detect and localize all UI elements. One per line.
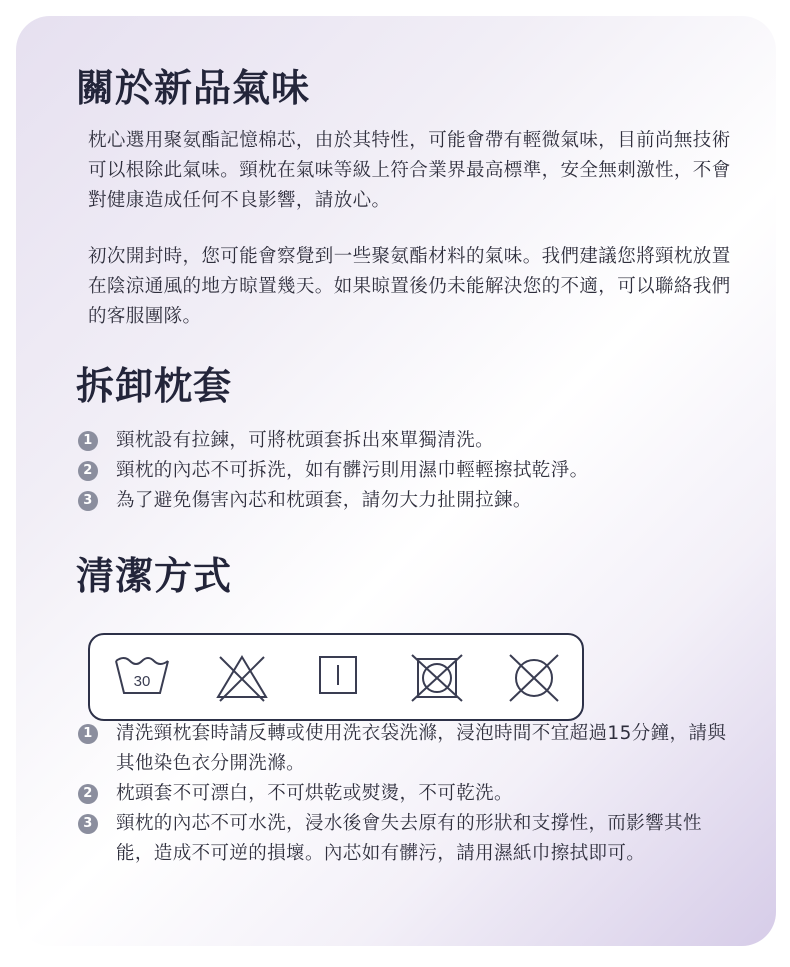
list-item [78,456,589,486]
wash-30-icon [112,653,172,699]
number-badge: 1 [78,431,98,451]
number-badge: 2 [78,461,98,481]
wash-temperature-label: 30 [133,673,151,690]
number-badge: 3 [78,491,98,511]
odor-paragraph-1: 枕心選用聚氨酯記憶棉芯，由於其特性，可能會帶有輕微氣味，目前尚無技術可以根除此氣味。頸枕在氣味等級上符合業界最高標準，安全無刺激性，不會對健康造成任何不良影響，請放心。 [88,130,731,211]
removal-section-title: 拆卸枕套 [66,362,246,410]
list-item [78,779,738,809]
removal-list [78,426,589,516]
number-badge: 2 [78,784,98,804]
odor-paragraph-2: 初次開封時，您可能會察覺到一些聚氨酯材料的氣味。我們建議您將頸枕放置在陰涼通風的地方晾置幾天。如果晾置後仍未能解決您的不適，可以聯絡我們的客服團隊。 [88,246,731,327]
no-dry-clean-icon [506,653,562,703]
odor-section-title: 關於新品氣味 [66,64,324,112]
line-dry-icon [316,653,360,699]
list-item-text: 頸枕的內芯不可拆洗，如有髒污則用濕巾輕輕擦拭乾淨。 [116,460,589,481]
number-badge: 3 [78,814,98,834]
list-item-text: 枕頭套不可漂白，不可烘乾或熨燙，不可乾洗。 [116,783,513,804]
list-item [78,719,738,779]
list-item [78,426,589,456]
content-card [16,16,776,946]
list-item-text: 清洗頸枕套時請反轉或使用洗衣袋洗滌，浸泡時間不宜超過15分鐘，請與其他染色衣分開洗滌。 [116,723,727,774]
list-item-text: 頸枕的內芯不可水洗，浸水後會失去原有的形狀和支撐性，而影響其性能，造成不可逆的損壞。內芯如有髒污，請用濕紙巾擦拭即可。 [116,813,702,864]
no-tumble-dry-icon [410,653,466,703]
cleaning-list [78,719,738,869]
list-item [78,809,738,869]
care-icons-box [88,633,584,721]
number-badge: 1 [78,724,98,744]
list-item-text: 為了避免傷害內芯和枕頭套，請勿大力扯開拉鍊。 [116,490,532,511]
no-bleach-icon [212,653,272,703]
list-item [78,486,589,516]
cleaning-section-title: 清潔方式 [66,552,246,600]
list-item-text: 頸枕設有拉鍊，可將枕頭套拆出來單獨清洗。 [116,430,495,451]
